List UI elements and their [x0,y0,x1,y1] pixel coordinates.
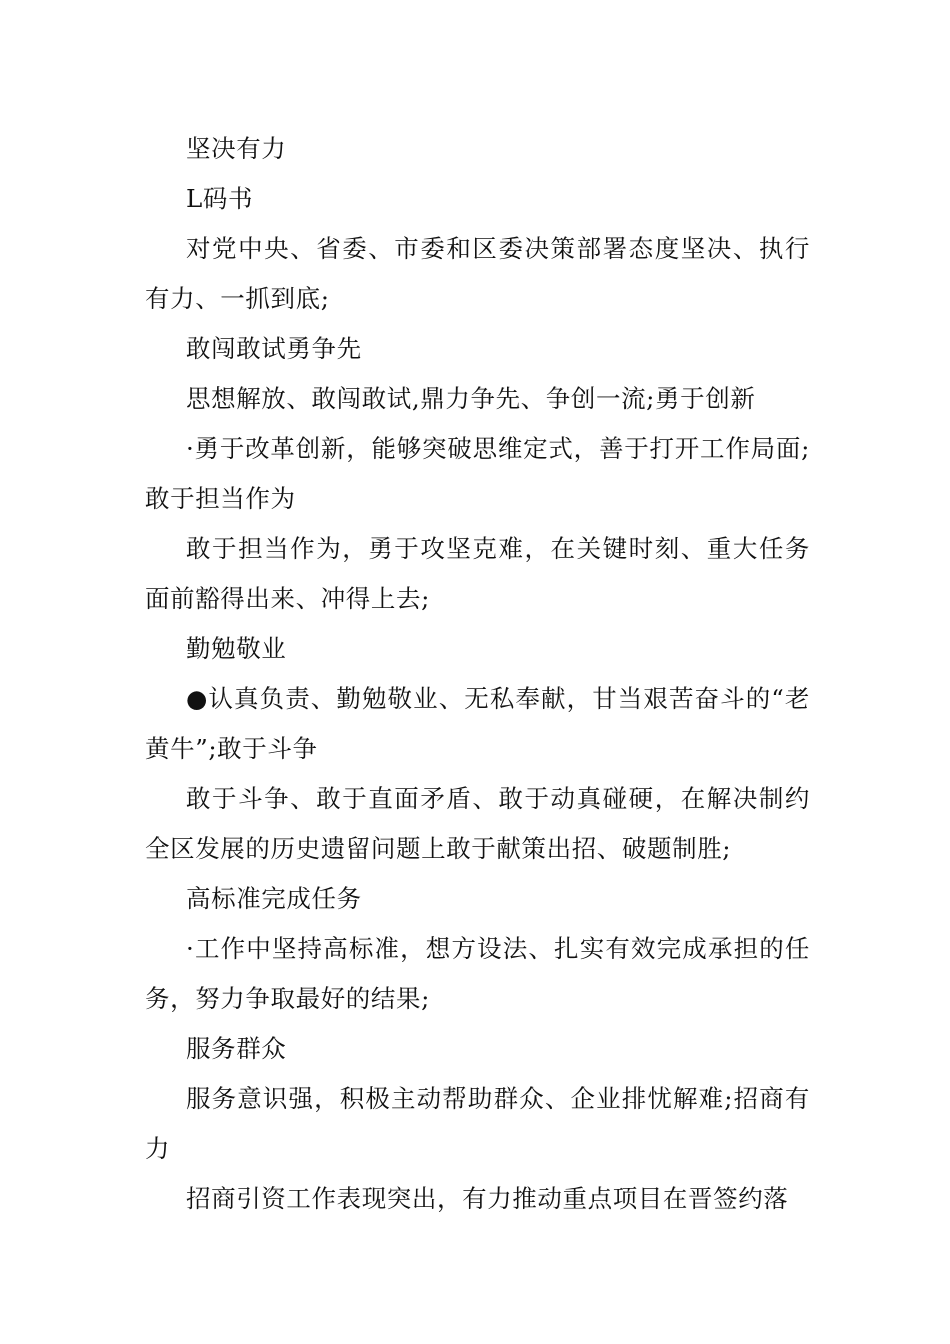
section-heading-diligent: 勤勉敬业 [186,634,287,663]
section-subheading: L码书 [186,184,254,213]
paragraph-diligent-description: ●认真负责、勤勉敬业、无私奉献，甘当艰苦奋斗的“老黄牛”;敢于斗争 [145,684,810,763]
paragraph-bold-try-description: 思想解放、敢闯敢试,鼎力争先、争创一流;勇于创新 [186,384,756,413]
section-heading-high-standard: 高标准完成任务 [186,884,362,913]
paragraph-serve-public-description: 服务意识强，积极主动帮助群众、企业排忧解难;招商有力 [145,1084,810,1163]
paragraph-high-standard-description: ·工作中坚持高标准，想方设法、扎实有效完成承担的任务，努力争取最好的结果; [145,934,810,1013]
paragraph-investment-description: 招商引资工作表现突出，有力推动重点项目在晋签约落 [186,1184,789,1213]
paragraph-firm-description: 对党中央、省委、市委和区委决策部署态度坚决、执行有力、一抓到底; [145,234,810,313]
document-body [145,124,810,1224]
section-heading-serve-public: 服务群众 [186,1034,287,1063]
section-heading-bold-try: 敢闯敢试勇争先 [186,334,362,363]
paragraph-responsibility-description: 敢于担当作为，勇于攻坚克难，在关键时刻、重大任务面前豁得出来、冲得上去; [145,534,810,613]
paragraph-innovation-description: ·勇于改革创新，能够突破思维定式，善于打开工作局面;敢于担当作为 [145,434,810,513]
paragraph-struggle-description: 敢于斗争、敢于直面矛盾、敢于动真碰硬，在解决制约全区发展的历史遗留问题上敢于献策出招、破题制胜; [145,784,810,863]
section-heading-firm: 坚决有力 [186,134,287,163]
